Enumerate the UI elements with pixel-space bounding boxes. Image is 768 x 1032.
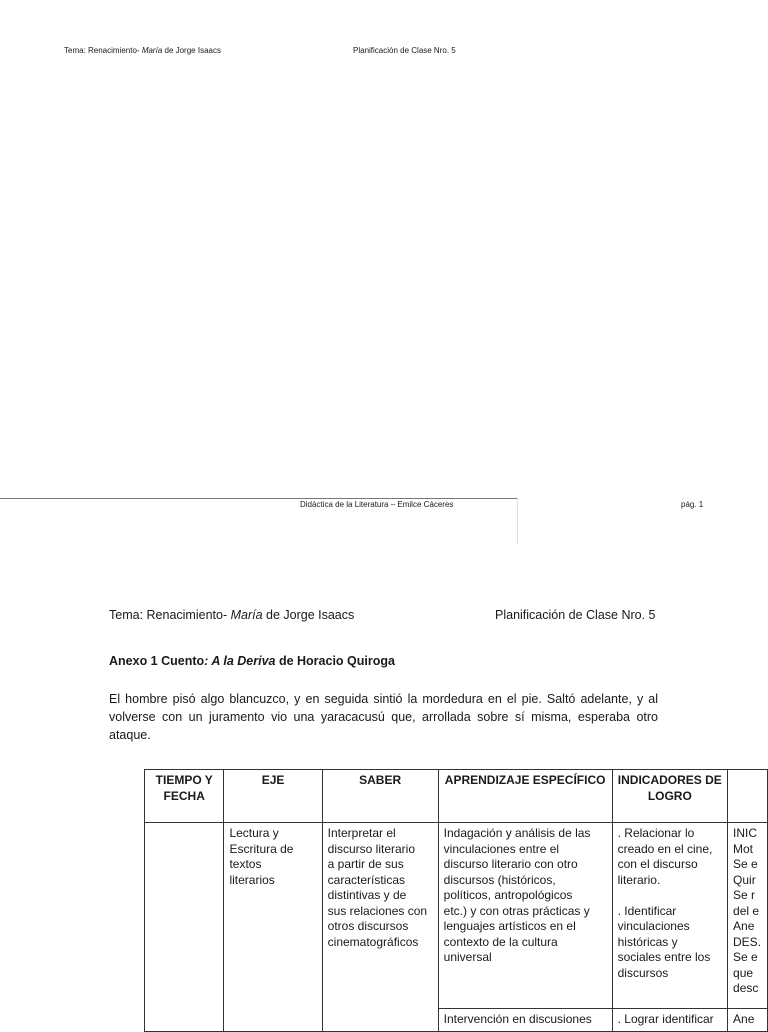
tema-prefix: Tema: Renacimiento- [64,46,142,55]
cell-indicadores: . Relacionar lo creado en el cine, con el discurso literario. . Identificar vinculaciones históricas y sociales entre los discursos [612,823,727,1009]
page2-header-plan: Planificación de Clase Nro. 5 [495,608,656,622]
annex-prefix: Anexo 1 Cuento [109,654,205,668]
header-tiempo-fecha: TIEMPO Y FECHA [145,770,224,823]
story-paragraph: El hombre pisó algo blancuzco, y en seguida sintió la mordedura en el pie. Saltó adelante, y al volverse con un juramento vio una yaracacusú que, arrollada sobre sí misma, esperaba otro ataque. [109,692,658,742]
tema-suffix: de Jorge Isaacs [162,46,221,55]
cell-aprendizaje: Indagación y análisis de las vinculaciones entre el discurso literario con otro discursos (históricos, políticos, antropológicos etc.) y con otras prácticas y lenguajes artísticos en el contexto de la cultura universal [438,823,612,1009]
page1-footer-title: Didáctica de la Literatura – Emilce Cáceres [300,500,454,509]
tema-title: María [230,608,263,622]
header-saber: SABER [322,770,438,823]
table-header-row [145,770,768,823]
annex-author: de Horacio Quiroga [275,654,395,668]
lesson-plan-table [144,769,768,1032]
cell-eje: Lectura y Escritura de textos literarios [224,823,322,1032]
tema-suffix: de Jorge Isaacs [262,608,355,622]
annex-heading [109,654,395,668]
cell-extra-2: Ane [728,1009,768,1032]
page1-header-plan: Planificación de Clase Nro. 5 [353,46,456,55]
footer-vertical-divider [517,498,518,544]
cell-aprendizaje-2: Intervención en discusiones [438,1009,612,1032]
cell-tiempo [145,823,224,1032]
table-row [145,823,768,1009]
cell-extra: INIC Mot Se e Quir Se r del e Ane DES. Se e que desc [728,823,768,1009]
header-extra [728,770,768,823]
cell-saber: Interpretar el discurso literario a partir de sus características distintivas y de sus relaciones con otros discursos cinematográficos [322,823,438,1032]
page1-header-tema [64,46,221,55]
annex-story-title: : A la Deriva [204,654,276,668]
footer-divider [0,498,517,499]
header-indicadores: INDICADORES DE LOGRO [612,770,727,823]
tema-title: María [141,46,163,55]
header-eje: EJE [224,770,322,823]
page2-header-tema [109,608,354,622]
page1-footer-page-number: pág. 1 [681,500,704,509]
cell-indicadores-2: . Lograr identificar [612,1009,727,1032]
tema-prefix: Tema: Renacimiento- [109,608,231,622]
header-aprendizaje: APRENDIZAJE ESPECÍFICO [438,770,612,823]
